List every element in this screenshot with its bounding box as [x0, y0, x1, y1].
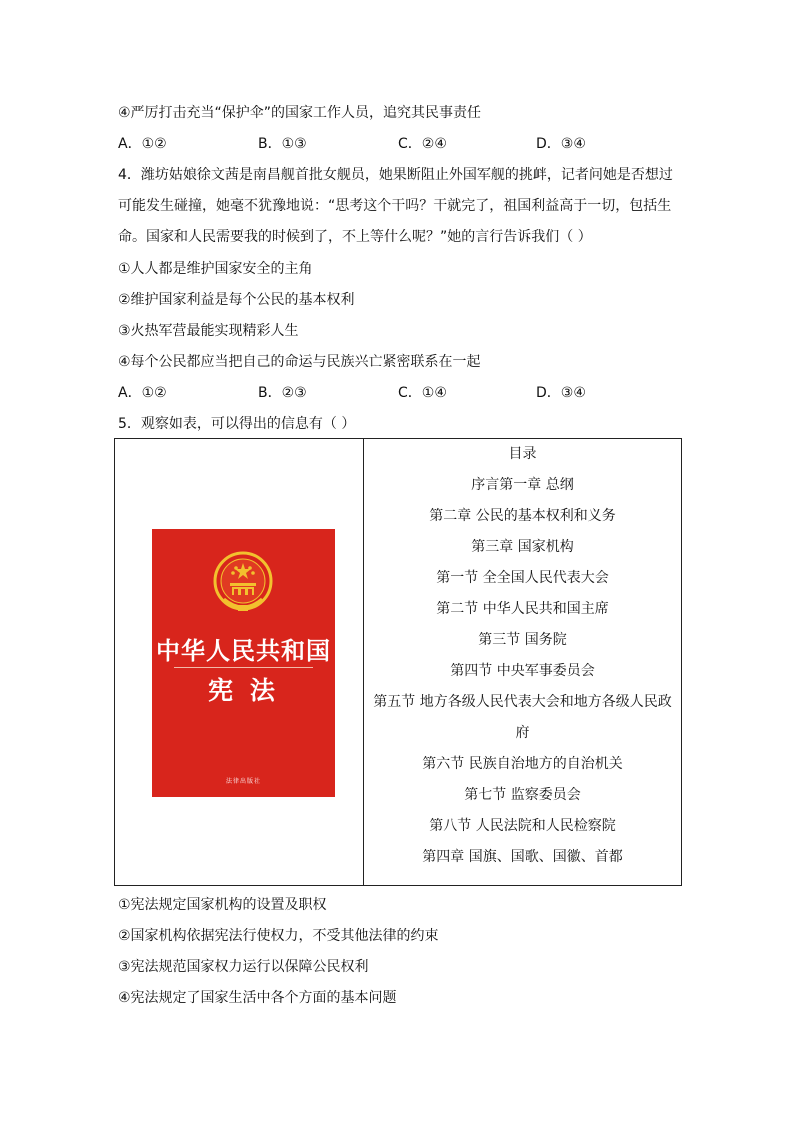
- q5-stem: 5．观察如表，可以得出的信息有（ ）: [118, 416, 356, 432]
- book-title: 中华人民共和国: [156, 636, 331, 665]
- q5-item-4: ④宪法规定了国家生活中各个方面的基本问题: [118, 990, 397, 1006]
- constitution-book-cover: [152, 529, 335, 797]
- toc-line: 第八节 人民法院和人民检察院: [429, 818, 616, 834]
- q5-item-3: ③宪法规范国家权力运行以保障公民权利: [118, 959, 369, 975]
- book-subtitle: 宪 法: [208, 676, 279, 705]
- toc-line: 第五节 地方各级人民代表大会和地方各级人民政: [373, 694, 672, 710]
- q4-item-4: ④每个公民都应当把自己的命运与民族兴亡紧密联系在一起: [118, 354, 481, 370]
- q3-option-b: B．①③: [258, 136, 307, 152]
- q4-stem: 4．潍坊姑娘徐文茜是南昌舰首批女舰员，她果断阻止外国军舰的挑衅，记者问她是否想过可能发生碰撞，她毫不犹豫地说：“思考这个干吗？干就完了，祖国利益高于一切，包括生命。国家和人民需要我的时候到了，不上等什么呢？”她的言行告诉我们（ ）: [118, 167, 673, 245]
- q5-item-1: ①宪法规定国家机构的设置及职权: [118, 897, 327, 913]
- q4-item-1: ①人人都是维护国家安全的主角: [118, 261, 313, 277]
- toc-line: 府: [515, 725, 530, 741]
- toc-line: 第三节 国务院: [478, 632, 567, 648]
- toc-line: 目录: [508, 446, 537, 462]
- toc-line: 第四节 中央军事委员会: [450, 663, 595, 679]
- toc-line: 第二章 公民的基本权利和义务: [429, 508, 616, 524]
- toc-line: 第六节 民族自治地方的自治机关: [422, 756, 623, 772]
- toc-line: 第二节 中华人民共和国主席: [436, 601, 609, 617]
- toc-line: 第三章 国家机构: [471, 539, 574, 555]
- q3-item-4: ④严厉打击充当“保护伞”的国家工作人员，追究其民事责任: [118, 105, 482, 121]
- toc-line: 第四章 国旗、国歌、国徽、首都: [422, 849, 623, 865]
- q4-item-2: ②维护国家利益是每个公民的基本权利: [118, 292, 355, 308]
- q4-option-b: B．②③: [258, 385, 307, 401]
- toc-line: 第七节 监察委员会: [464, 787, 581, 803]
- book-title-rule: [174, 667, 313, 668]
- national-emblem-icon: [212, 549, 274, 615]
- q3-option-d: D．③④: [536, 136, 586, 152]
- q4-option-a: A．①②: [118, 385, 167, 401]
- q4-option-d: D．③④: [536, 385, 586, 401]
- table-of-contents: [364, 439, 682, 886]
- q4-option-c: C．①④: [398, 385, 447, 401]
- q3-option-a: A．①②: [118, 136, 167, 152]
- toc-line: 第一节 全全国人民代表大会: [436, 570, 609, 586]
- constitution-table: [114, 438, 682, 886]
- toc-line: 序言第一章 总纲: [471, 477, 574, 493]
- book-cover-cell: [115, 439, 364, 886]
- q3-option-c: C．②④: [398, 136, 447, 152]
- book-publisher: 法律出版社: [225, 778, 261, 785]
- q5-item-2: ②国家机构依据宪法行使权力，不受其他法律的约束: [118, 928, 439, 944]
- q4-item-3: ③火热军营最能实现精彩人生: [118, 323, 299, 339]
